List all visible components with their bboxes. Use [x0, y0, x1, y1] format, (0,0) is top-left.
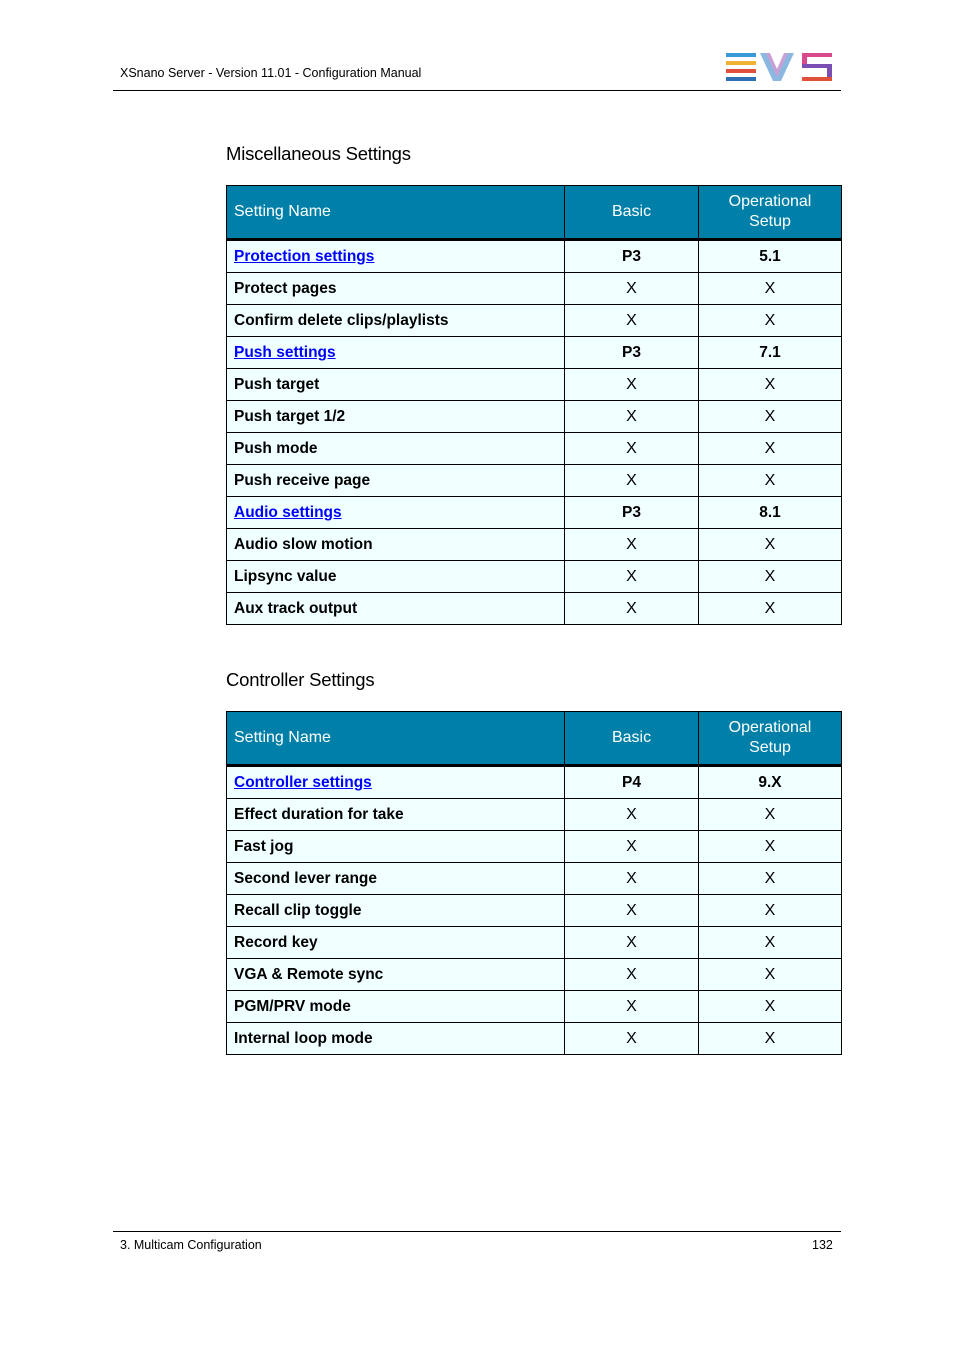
basic-cell: X	[565, 369, 699, 401]
operational-setup-cell: X	[699, 831, 842, 863]
basic-cell: X	[565, 831, 699, 863]
setting-name-cell: Push target	[227, 369, 565, 401]
setting-name-cell	[227, 337, 565, 369]
basic-cell: X	[565, 273, 699, 305]
evs-logo	[726, 53, 834, 81]
table-row	[227, 831, 842, 863]
table-row	[227, 1023, 842, 1055]
column-header-basic: Basic	[565, 186, 699, 240]
operational-setup-cell: X	[699, 799, 842, 831]
page-number: 132	[812, 1238, 833, 1252]
basic-cell: X	[565, 433, 699, 465]
setting-name-cell: Push mode	[227, 433, 565, 465]
basic-cell: X	[565, 863, 699, 895]
setting-name-cell: Protect pages	[227, 273, 565, 305]
table-row	[227, 337, 842, 369]
setting-name-cell: Fast jog	[227, 831, 565, 863]
operational-setup-cell: X	[699, 561, 842, 593]
table-row	[227, 561, 842, 593]
operational-setup-cell: X	[699, 895, 842, 927]
basic-cell: X	[565, 529, 699, 561]
table-header-row	[227, 186, 842, 240]
basic-cell: X	[565, 799, 699, 831]
table-row	[227, 863, 842, 895]
operational-setup-cell: 5.1	[699, 240, 842, 273]
operational-setup-cell: X	[699, 465, 842, 497]
operational-setup-cell: X	[699, 433, 842, 465]
setting-name-cell: Record key	[227, 927, 565, 959]
operational-setup-cell: X	[699, 593, 842, 625]
setting-name-cell: Internal loop mode	[227, 1023, 565, 1055]
operational-setup-cell: 8.1	[699, 497, 842, 529]
misc-settings-table	[226, 185, 842, 625]
operational-setup-cell: 9.X	[699, 766, 842, 799]
table-row	[227, 895, 842, 927]
operational-setup-cell: X	[699, 1023, 842, 1055]
misc-section-title: Miscellaneous Settings	[226, 143, 411, 164]
header-rule	[113, 90, 841, 91]
setting-name-cell: Lipsync value	[227, 561, 565, 593]
setting-name-cell	[227, 766, 565, 799]
column-header-operational-setup: Operational Setup	[699, 186, 842, 240]
basic-cell: X	[565, 593, 699, 625]
table-row	[227, 433, 842, 465]
table-row	[227, 401, 842, 433]
setting-name-cell	[227, 497, 565, 529]
basic-cell: P3	[565, 240, 699, 273]
setting-name-cell: Recall clip toggle	[227, 895, 565, 927]
setting-name-cell: Effect duration for take	[227, 799, 565, 831]
misc-table-body	[227, 240, 842, 625]
table-row	[227, 991, 842, 1023]
table-row	[227, 593, 842, 625]
controller-table-body	[227, 766, 842, 1055]
setting-name-cell: Second lever range	[227, 863, 565, 895]
table-row	[227, 529, 842, 561]
operational-setup-cell: X	[699, 529, 842, 561]
basic-cell: X	[565, 561, 699, 593]
controller-section-title: Controller Settings	[226, 669, 375, 690]
operational-setup-cell: X	[699, 959, 842, 991]
basic-cell: X	[565, 465, 699, 497]
operational-setup-cell: X	[699, 863, 842, 895]
setting-link[interactable]: Controller settings	[234, 773, 372, 791]
table-row	[227, 927, 842, 959]
table-row	[227, 369, 842, 401]
table-row	[227, 273, 842, 305]
setting-name-cell: VGA & Remote sync	[227, 959, 565, 991]
basic-cell: X	[565, 401, 699, 433]
footer-rule	[113, 1231, 841, 1232]
operational-setup-cell: X	[699, 401, 842, 433]
footer-section-name: 3. Multicam Configuration	[120, 1238, 262, 1252]
setting-name-cell: Push receive page	[227, 465, 565, 497]
basic-cell: P4	[565, 766, 699, 799]
basic-cell: X	[565, 895, 699, 927]
column-header-basic: Basic	[565, 712, 699, 766]
operational-setup-cell: 7.1	[699, 337, 842, 369]
table-row	[227, 497, 842, 529]
table-row	[227, 305, 842, 337]
setting-name-cell	[227, 240, 565, 273]
table-row	[227, 240, 842, 273]
controller-settings-table	[226, 711, 842, 1055]
operational-setup-cell: X	[699, 273, 842, 305]
setting-name-cell: Audio slow motion	[227, 529, 565, 561]
operational-setup-cell: X	[699, 305, 842, 337]
table-row	[227, 799, 842, 831]
table-header-row	[227, 712, 842, 766]
basic-cell: X	[565, 305, 699, 337]
setting-name-cell: Aux track output	[227, 593, 565, 625]
document-header-title: XSnano Server - Version 11.01 - Configuration Manual	[120, 66, 422, 80]
setting-link[interactable]: Push settings	[234, 343, 336, 361]
operational-setup-cell: X	[699, 927, 842, 959]
column-header-setting-name: Setting Name	[227, 712, 565, 766]
setting-name-cell: PGM/PRV mode	[227, 991, 565, 1023]
setting-name-cell: Push target 1/2	[227, 401, 565, 433]
operational-setup-cell: X	[699, 369, 842, 401]
column-header-operational-setup: Operational Setup	[699, 712, 842, 766]
table-row	[227, 766, 842, 799]
table-row	[227, 465, 842, 497]
setting-link[interactable]: Audio settings	[234, 503, 342, 521]
table-row	[227, 959, 842, 991]
basic-cell: X	[565, 991, 699, 1023]
operational-setup-cell: X	[699, 991, 842, 1023]
setting-name-cell: Confirm delete clips/playlists	[227, 305, 565, 337]
basic-cell: P3	[565, 497, 699, 529]
setting-link[interactable]: Protection settings	[234, 247, 375, 265]
basic-cell: X	[565, 927, 699, 959]
basic-cell: X	[565, 959, 699, 991]
basic-cell: X	[565, 1023, 699, 1055]
column-header-setting-name: Setting Name	[227, 186, 565, 240]
basic-cell: P3	[565, 337, 699, 369]
